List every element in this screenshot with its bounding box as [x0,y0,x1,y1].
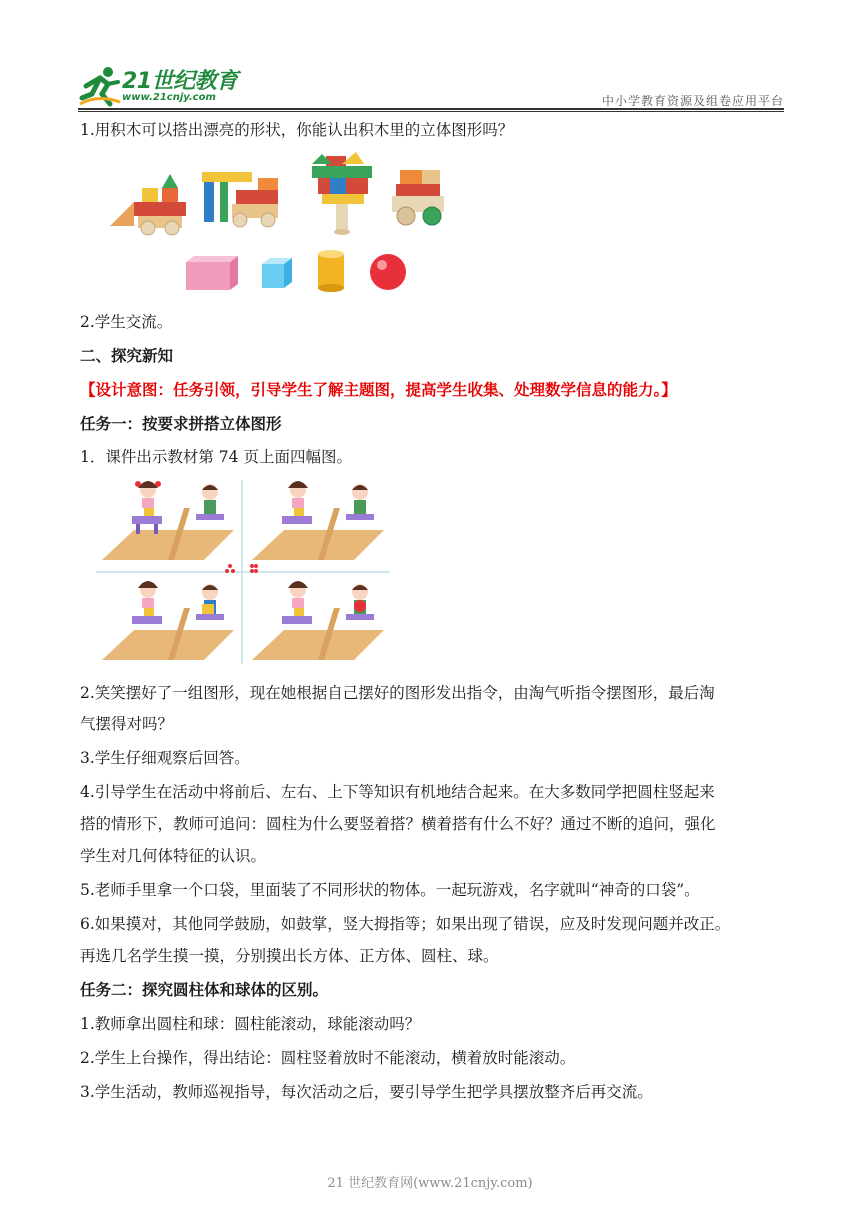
task-1-step-2-line2: 气摆得对吗？ [80,715,174,733]
task-1-step-3: 3.学生仔细观察后回答。 [80,749,250,767]
cuboid-shape [186,256,238,290]
cube-shape [262,258,292,288]
task-1-step-6-line2: 再选几名学生摸一摸，分别摸出长方体、正方体、圆柱、球。 [80,947,499,965]
solid-shapes-image [184,248,414,296]
task-2-step-1: 1.教师拿出圆柱和球：圆柱能滚动，球能滚动吗？ [80,1015,421,1033]
cylinder-shape [318,250,344,292]
section-heading: 二、探究新知 [80,346,174,365]
panel-top-right [252,481,384,560]
task-1-step-4-line1: 4.引导学生在活动中将前后、左右、上下等知识有机地结合起来。在大多数同学把圆柱竖起来 [80,783,715,801]
logo [78,62,248,110]
task-2-step-3: 3.学生活动，教师巡视指导，每次活动之后，要引导学生把学具摆放整齐后再交流。 [80,1083,653,1101]
sphere-shape [370,254,406,290]
header-divider-thin [78,111,784,112]
children-blocks-image [94,476,394,668]
page-header [78,62,784,110]
panel-bottom-right [252,581,384,660]
task-1-step-4-line2: 搭的情形下，教师可追问：圆柱为什么要竖着搭？横着搭有什么不好？通过不断的追问，强化 [80,815,716,833]
runner-logo-icon [78,64,122,108]
task-2-heading: 任务二：探究圆柱体和球体的区别。 [80,980,329,999]
header-platform-text: 中小学教育资源及组卷应用平台 [601,94,784,108]
block-model-3 [312,152,372,235]
building-blocks-image [108,150,448,236]
task-2-step-2: 2.学生上台操作，得出结论：圆柱竖着放时不能滚动，横着放时能滚动。 [80,1049,576,1067]
step-2: 2.学生交流。 [80,313,173,331]
logo-text: 21世纪教育 [122,69,238,94]
task-1-heading: 任务一：按要求拼搭立体图形 [80,414,282,433]
task-1-step-2-line1: 2.笑笑摆好了一组图形，现在她根据自己摆好的图形发出指令，由淘气听指令摆图形，最后淘 [80,684,715,702]
panel-top-left [102,481,234,560]
logo-url: www.21cnjy.com [122,92,216,103]
block-model-1 [110,174,186,235]
page-footer: 21 世纪教育网(www.21cnjy.com) [327,1176,533,1191]
task-1-step-6-line1: 6.如果摸对，其他同学鼓励，如鼓掌，竖大拇指等；如果出现了错误，应及时发现问题并改正。 [80,915,731,933]
block-model-4 [392,170,444,225]
panel-bottom-left [102,581,234,660]
block-model-2 [202,172,278,227]
task-1-step-4-line3: 学生对几何体特征的认识。 [80,847,267,865]
task-1-step-5: 5.老师手里拿一个口袋，里面装了不同形状的物体。一起玩游戏，名字就叫“神奇的口袋”。 [80,881,700,899]
design-intent: 【设计意图：任务引领，引导学生了解主题图，提高学生收集、处理数学信息的能力。】 [80,380,677,399]
header-divider [78,108,784,110]
question-1: 1.用积木可以搭出漂亮的形状，你能认出积木里的立体图形吗？ [80,121,514,139]
task-1-step-1: 1．课件出示教材第 74 页上面四幅图。 [80,448,352,466]
